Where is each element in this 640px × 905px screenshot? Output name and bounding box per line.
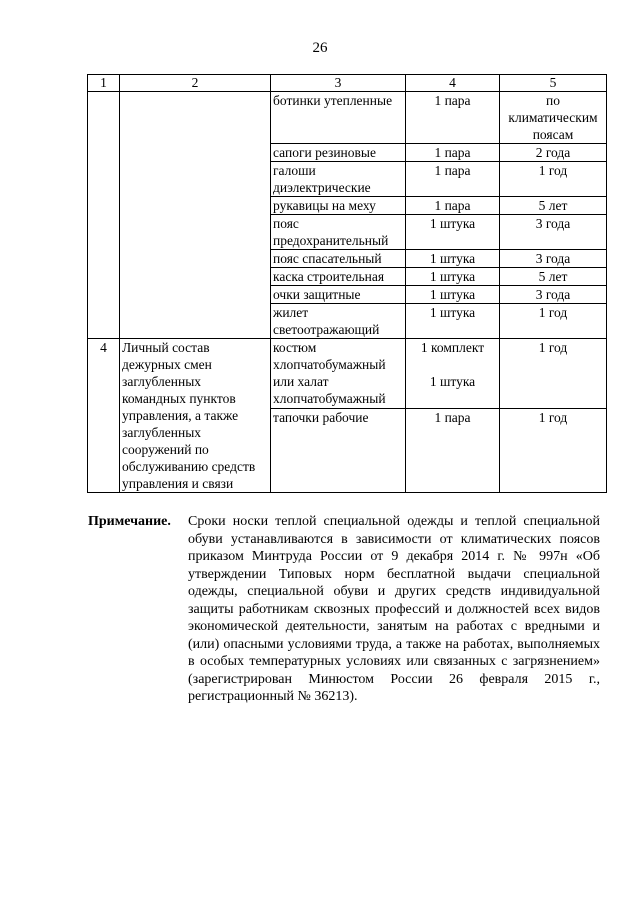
- item-cell: галоши диэлектрические: [271, 162, 406, 197]
- item-cell: каска строительная: [271, 268, 406, 286]
- table-row: [88, 92, 607, 144]
- term-cell: 2 года: [500, 144, 607, 162]
- quantity-cell: 1 пара: [406, 162, 500, 197]
- quantity-cell: 1 пара: [406, 144, 500, 162]
- column-header: 1: [88, 75, 120, 92]
- quantity-cell: [406, 339, 500, 409]
- item-cell: тапочки рабочие: [271, 408, 406, 492]
- column-header: 5: [500, 75, 607, 92]
- quantity-cell: 1 штука: [406, 286, 500, 304]
- item-cell: пояс предохранительный: [271, 215, 406, 250]
- item-cell: костюм хлопчатобумажный или халат хлопчатобумажный: [271, 339, 406, 409]
- ppe-norms-table: [87, 74, 607, 493]
- item-cell: ботинки утепленные: [271, 92, 406, 144]
- column-header: 3: [271, 75, 406, 92]
- footnote: [88, 513, 600, 706]
- row-number-cell: [88, 92, 120, 339]
- quantity-cell: 1 пара: [406, 197, 500, 215]
- term-cell: 3 года: [500, 215, 607, 250]
- item-cell: жилет светоотражающий: [271, 304, 406, 339]
- note-label: Примечание.: [88, 514, 171, 529]
- quantity-cell: 1 штука: [406, 215, 500, 250]
- term-cell: 1 год: [500, 408, 607, 492]
- item-cell: рукавицы на меху: [271, 197, 406, 215]
- row-number-cell: 4: [88, 339, 120, 493]
- item-cell: сапоги резиновые: [271, 144, 406, 162]
- term-cell: 1 год: [500, 304, 607, 339]
- page-number: 26: [312, 40, 328, 56]
- table-header-row: [88, 75, 607, 92]
- quantity-cell: 1 пара: [406, 92, 500, 144]
- item-cell: очки защитные: [271, 286, 406, 304]
- quantity-cell: 1 пара: [406, 408, 500, 492]
- quantity-cell: 1 штука: [406, 304, 500, 339]
- item-cell: пояс спасательный: [271, 250, 406, 268]
- term-cell: 1 год: [500, 162, 607, 197]
- quantity-cell: 1 штука: [406, 268, 500, 286]
- table-row: [88, 339, 607, 409]
- term-cell: 3 года: [500, 286, 607, 304]
- note-text: Сроки носки теплой специальной одежды и теплой специальной обуви устанавливаются в зависимости от климатических поясов приказом Минтруда России от 9 декабря 2014 г. № 997н «Об утверждении Типовых норм бесплатной выдачи специальной одежды, специальной обуви и других средств индивидуальной защиты работникам сквозных профессий и должностей всех видов экономической деятельности, занятым на работах с вредными и (или) опасными условиями труда, а также на работах, выполняемых в особых температурных условиях или связанных с загрязнением» (зарегистрирован Минюстом России 26 февраля 2015 г., регистрационный № 36213).: [188, 514, 600, 704]
- term-cell: по климатическим поясам: [500, 92, 607, 144]
- quantity-option: 1 комплект: [420, 340, 485, 355]
- column-header: 2: [120, 75, 271, 92]
- category-cell: [120, 92, 271, 339]
- category-cell: Личный состав дежурных смен заглубленных командных пунктов управления, а также заглубленных сооружений по обслуживанию средств управления и связи: [120, 339, 271, 493]
- column-header: 4: [406, 75, 500, 92]
- term-cell: 5 лет: [500, 197, 607, 215]
- term-cell: 5 лет: [500, 268, 607, 286]
- quantity-cell: 1 штука: [406, 250, 500, 268]
- quantity-option: 1 штука: [429, 374, 476, 389]
- term-cell: 1 год: [500, 339, 607, 409]
- term-cell: 3 года: [500, 250, 607, 268]
